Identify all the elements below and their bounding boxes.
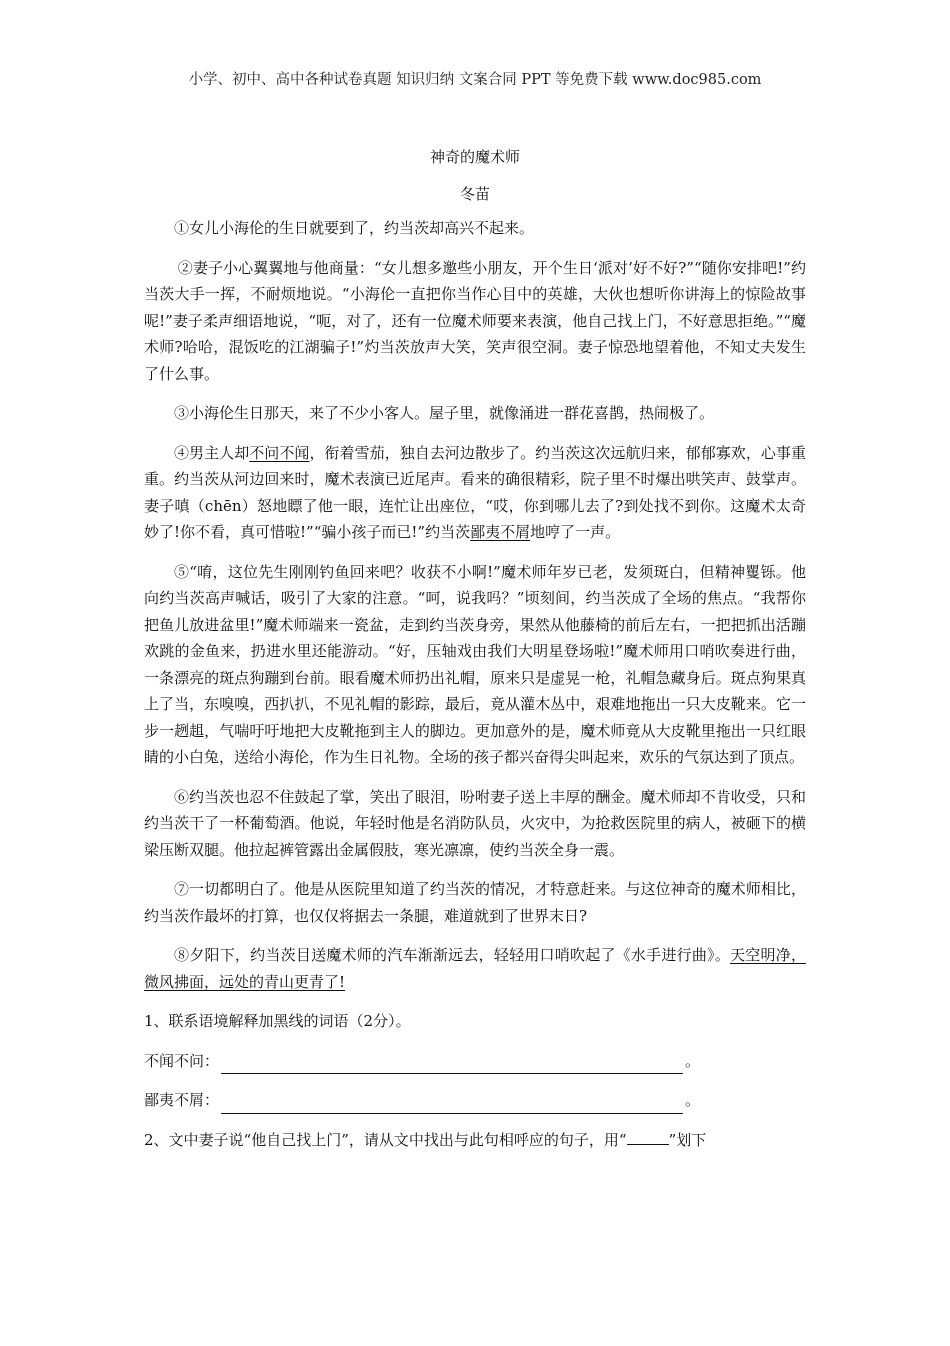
paragraph-2: ②妻子小心翼翼地与他商量：“女儿想多邀些小朋友，开个生日‘派对’好不好?”“随你安排吧!”约当茨大手一挥，不耐烦地说。“小海伦一直把你当作心目中的英雄，大伙也想听你讲海上的惊险故事呢!”妻子柔声细语地说，“呃，对了，还有一位魔术师要来表演，他自己找上门，不好意思拒绝。”“魔术师?哈哈，混饭吃的江湖骗子!”灼当茨放声大笑，笑声很空洞。妻子惊恐地望着他，不知丈夫发生了什么事。 — [144, 258, 806, 383]
underlined-word-2: 鄙夷不屑 — [470, 523, 531, 541]
question-2-text-a: 2、文中妻子说“他自己找上门”，请从文中找出与此句相呼应的句子，用“ — [144, 1130, 627, 1149]
paragraph-7: ⑦一切都明白了。他是从医院里知道了约当茨的情况，才特意赶来。与这位神奇的魔术师相比，约当茨作最坏的打算，也仅仅将据去一条腿，难道就到了世界末日? — [144, 880, 806, 925]
paragraph-5: ⑤“唷，这位先生刚刚钓鱼回来吧？收获不小啊!”魔术师年岁已老，发须斑白，但精神矍铄。他向约当茨高声喊话，吸引了大家的注意。“呵，说我吗？”顷刻间，约当茨成了全场的焦点。“我帮你把鱼儿放进盆里!”魔术师端来一瓷盆，走到约当茨身旁，果然从他藤椅的前后左右，一把把抓出活蹦欢跳的金鱼来，扔进水里还能游动。“好，压轴戏由我们大明星登场啦!”魔术师用口哨吹奏进行曲，一条漂亮的斑点狗蹦到台前。眼看魔术师扔出礼帽，原来只是虚晃一枪，礼帽急藏身后。斑点狗果真上了当，东嗅嗅，西扒扒，不见礼帽的影踪，最后，竟从灌木丛中，艰难地拖出一只大皮靴来。它一步一趔趄，气喘吁吁地把大皮靴拖到主人的脚边。更加意外的是，魔术师竟从大皮靴里拖出一只红眼睛的小白兔，送给小海伦，作为生日礼物。全场的孩子都兴奋得尖叫起来，欢乐的气氛达到了顶点。 — [144, 562, 806, 766]
paragraph-4 — [144, 440, 806, 546]
paragraph-6: ⑥约当茨也忍不住鼓起了掌，笑出了眼泪，吩咐妻子送上丰厚的酬金。魔术师却不肯收受，只和约当茨干了一杯葡萄酒。他说，年轻时他是名消防队员，火灾中，为抢救医院里的病人，被砸下的横梁压断双腿。他拉起裤管露出金属假肢，寒光凛凛，使约当茨全身一震。 — [144, 787, 806, 859]
question-2 — [144, 1127, 806, 1154]
answer-line-1 — [144, 1048, 806, 1075]
article-body — [144, 215, 806, 1166]
answer-end-1: 。 — [685, 1051, 701, 1070]
paragraph-8-text: ⑧夕阳下，约当茨目送魔术师的汽车渐渐远去，轻轻用口哨吹起了《水手进行曲》。 — [174, 946, 731, 964]
question-1: 1、联系语境解释加黑线的词语（2分）。 — [144, 1012, 411, 1030]
paragraph-4-text-c: 地哼了一声。 — [530, 523, 621, 541]
answer-blank-2[interactable] — [221, 1095, 683, 1114]
answer-line-2 — [144, 1087, 806, 1114]
question-2-text-b: ”划下 — [668, 1130, 707, 1149]
article-author: 冬苗 — [459, 185, 490, 203]
paragraph-4-text-a: ④男主人却 — [174, 443, 250, 462]
answer-blank-1[interactable] — [221, 1055, 683, 1074]
underlined-sentence: 天空明净，微风拂面，远处的青山更青了! — [144, 946, 806, 991]
article-title: 神奇的魔术师 — [429, 148, 520, 166]
answer-label-1: 不闻不问： — [144, 1051, 220, 1070]
paragraph-8 — [144, 942, 806, 995]
paragraph-4-text-b: ，衔着雪茄，独自去河边散步了。约当茨这次远航归来，郁郁寡欢，心事重重。约当茨从河边回来时，魔术表演已近尾声。看来的确很精彩，院子里不时爆出哄笑声、鼓掌声。妻子嗔（chēn）怒地瞟了他一眼，连忙让出座位，“哎，你到哪儿去了?到处找不到你。这魔术太奇妙了!你不看，真可惜啦!”“骗小孩子而已!”约当茨 — [144, 443, 806, 541]
underline-mark — [627, 1128, 669, 1145]
paragraph-1: ①女儿小海伦的生日就要到了，约当茨却高兴不起来。 — [174, 219, 535, 237]
page-header: 小学、初中、高中各种试卷真题 知识归纳 文案合同 PPT 等免费下载 www.doc985.com — [188, 72, 762, 88]
answer-label-2: 鄙夷不屑： — [144, 1091, 220, 1109]
answer-end-2: 。 — [685, 1091, 701, 1109]
paragraph-3: ③小海伦生日那天，来了不少小客人。屋子里，就像涌进一群花喜鹊，热闹极了。 — [174, 404, 715, 422]
underlined-word-1: 不问不闻 — [249, 443, 310, 462]
